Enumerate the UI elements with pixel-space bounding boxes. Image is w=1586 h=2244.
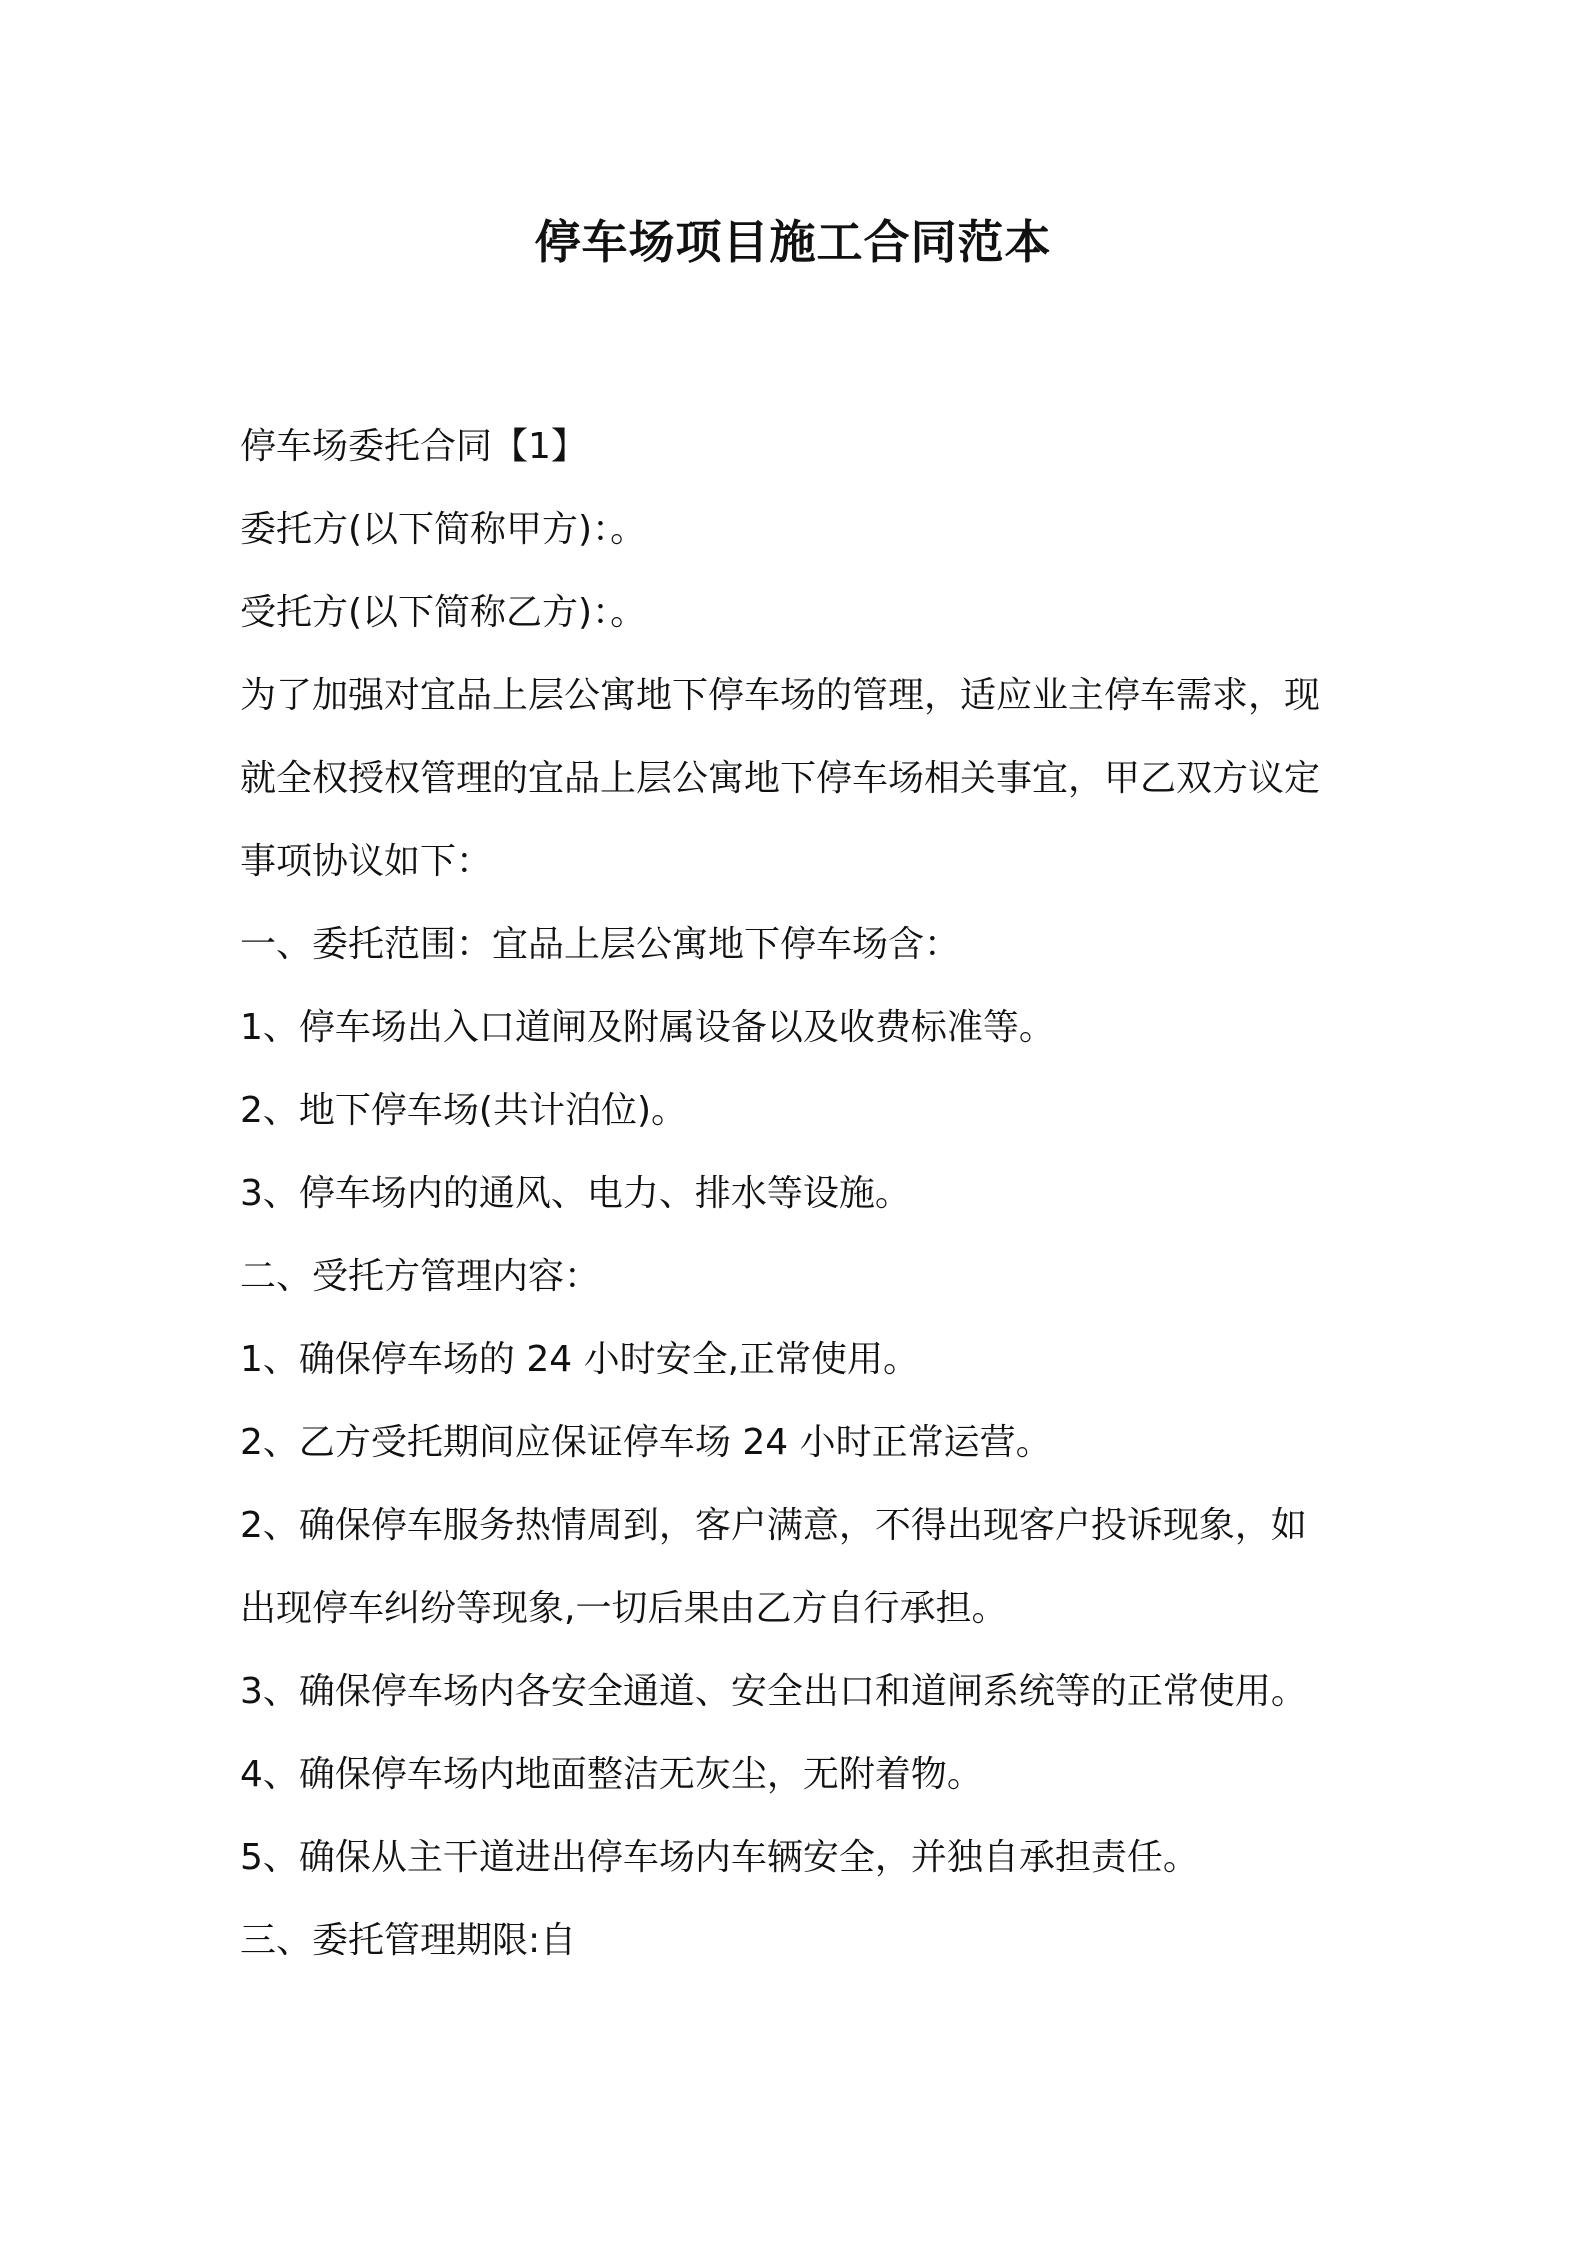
preamble-line-3: 事项协议如下： <box>240 841 493 882</box>
section-2-item-5: 5、确保从主干道进出停车场内车辆安全，并独自承担责任。 <box>240 1837 1199 1878</box>
section-1-item-1: 1、停车场出入口道闸及附属设备以及收费标准等。 <box>240 1007 1055 1048</box>
section-2-item-2b-line-2: 出现停车纠纷等现象,一切后果由乙方自行承担。 <box>240 1588 1008 1629</box>
party-a-line: 委托方(以下简称甲方)：。 <box>240 509 647 550</box>
section-2-item-1: 1、确保停车场的 24 小时安全,正常使用。 <box>240 1339 920 1380</box>
document-title: 停车场项目施工合同范本 <box>534 215 1052 269</box>
section-2-item-2a: 2、乙方受托期间应保证停车场 24 小时正常运营。 <box>240 1422 1052 1463</box>
preamble-line-1: 为了加强对宜品上层公寓地下停车场的管理，适应业主停车需求，现 <box>240 675 1321 716</box>
contract-heading: 停车场委托合同【1】 <box>240 426 587 467</box>
section-2-item-3: 3、确保停车场内各安全通道、安全出口和道闸系统等的正常使用。 <box>240 1671 1307 1712</box>
section-1-heading: 一、委托范围：宜品上层公寓地下停车场含： <box>240 924 961 965</box>
section-3-heading: 三、委托管理期限:自 <box>240 1920 577 1961</box>
section-2-item-2b-line-1: 2、确保停车服务热情周到，客户满意，不得出现客户投诉现象，如 <box>240 1505 1307 1546</box>
section-1-item-3: 3、停车场内的通风、电力、排水等设施。 <box>240 1173 911 1214</box>
preamble-line-2: 就全权授权管理的宜品上层公寓地下停车场相关事宜，甲乙双方议定 <box>240 758 1321 799</box>
document-body <box>240 405 1360 1982</box>
section-2-heading: 二、受托方管理内容： <box>240 1256 601 1297</box>
section-1-item-2: 2、地下停车场(共计泊位)。 <box>240 1090 687 1131</box>
section-2-item-4: 4、确保停车场内地面整洁无灰尘，无附着物。 <box>240 1754 983 1795</box>
party-b-line: 受托方(以下简称乙方)：。 <box>240 592 647 633</box>
